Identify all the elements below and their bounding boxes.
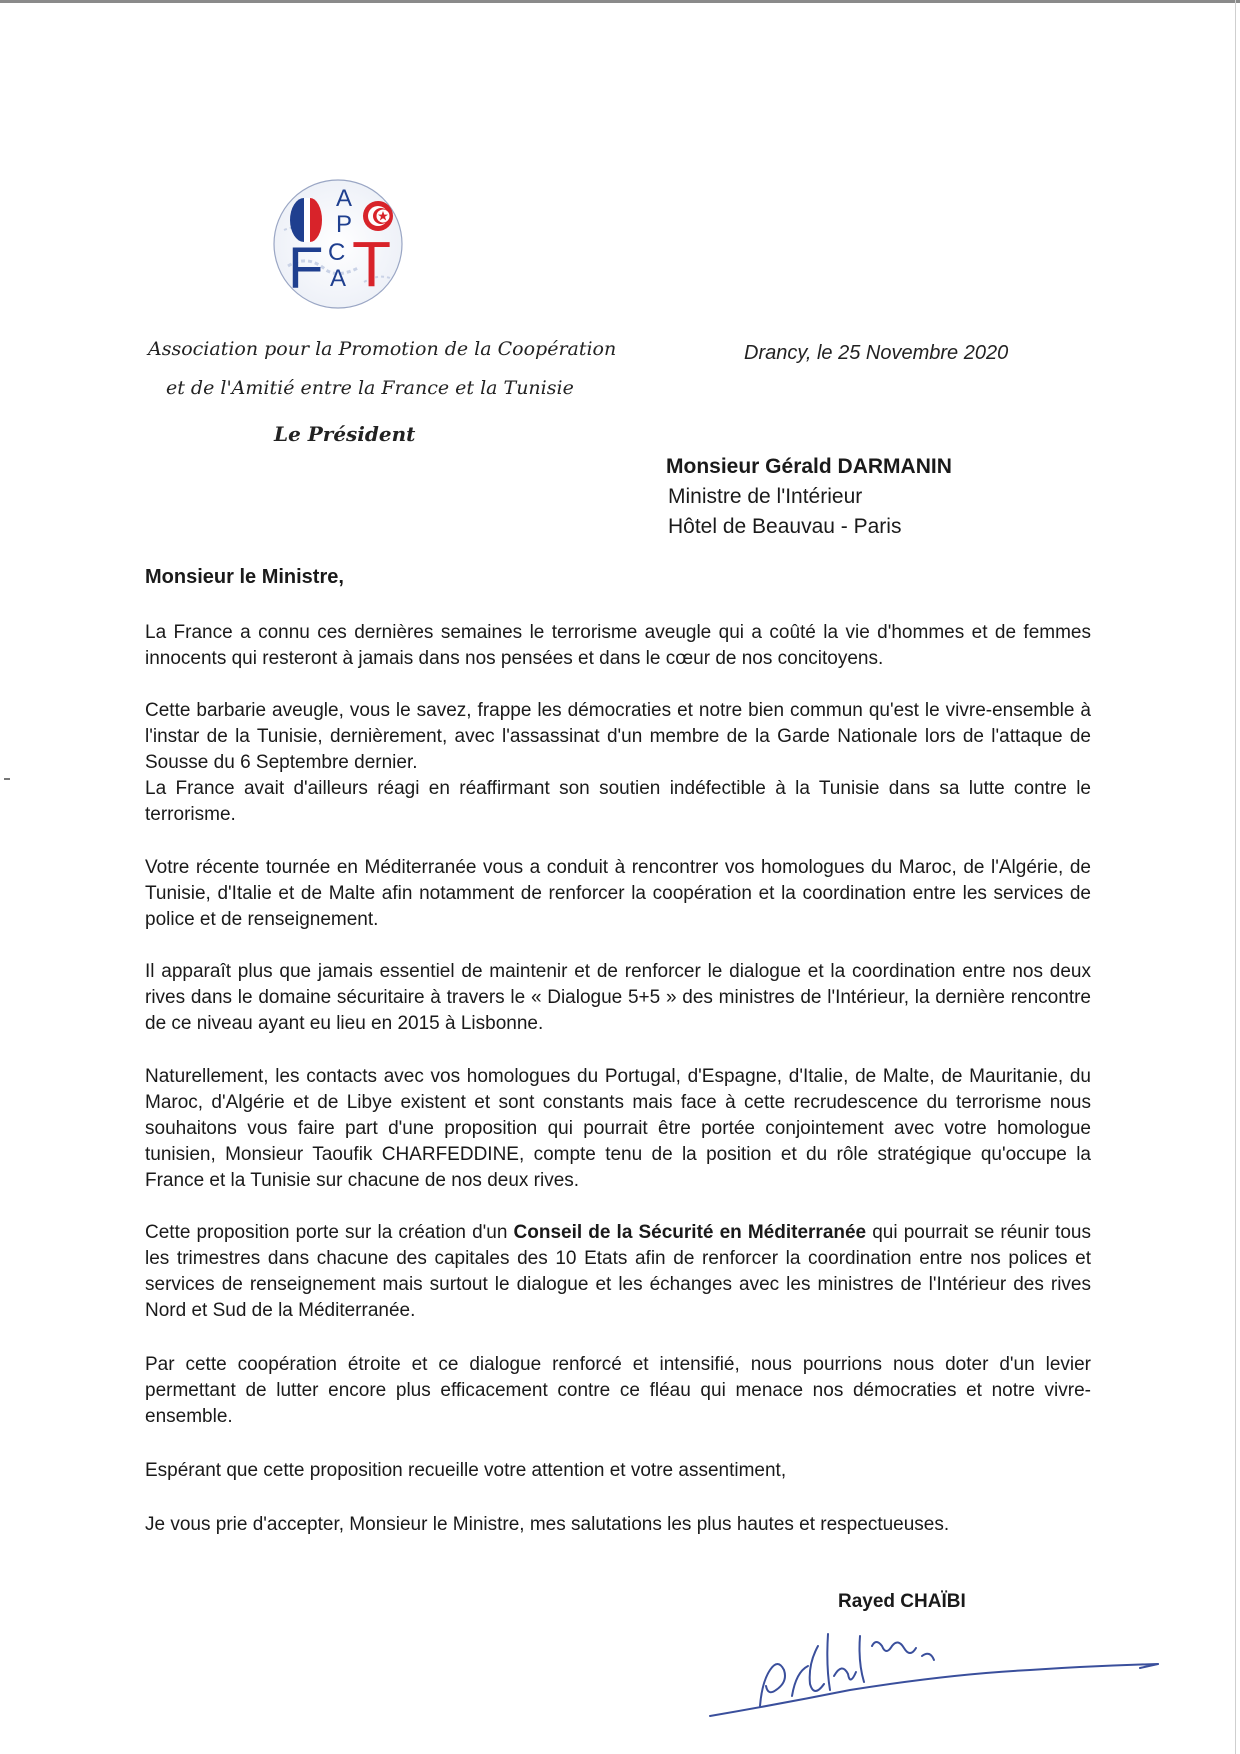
logo-letter-p: P — [336, 211, 353, 238]
paragraph: Naturellement, les contacts avec vos homologues du Portugal, d'Espagne, d'Italie, de Malte, de Mauritanie, du Maroc, d'Algérie et de Libye existent et sont constants mais face à cette recrudescence du terrorisme nous souhaitons vous faire part d'une proposition qui pourrait être portée conjointement avec votre homologue tunisien, Monsieur Taoufik CHARFEDDINE, compte tenu de la position et du rôle stratégique qu'occupe la France et la Tunisie sur chacune de nos deux rives. — [145, 1066, 1091, 1191]
proposal-text-after: qui pourrait se réunir tous les trimestres dans chacune des capitales des 10 Etats afin de renforcer la coordination entre nos polices et services de renseignement mais surtout le dialogue et les échanges avec les ministres de l'Intérieur des rives Nord et Sud de la Méditerranée. — [145, 1222, 1091, 1321]
paragraph: Espérant que cette proposition recueille votre attention et votre assentiment, — [145, 1460, 787, 1481]
paragraph: Cette barbarie aveugle, vous le savez, frappe les démocraties et notre bien commun qu'est le vivre-ensemble à l'instar de la Tunisie, dernièrement, avec l'assassinat d'un membre de la Garde Nationale lors de l'attaque de Sousse du 6 Septembre dernier. — [145, 700, 1091, 773]
letter-date: Drancy, le 25 Novembre 2020 — [744, 342, 1009, 364]
scan-top-edge — [0, 0, 1240, 3]
paragraph-proposal — [145, 1220, 1091, 1324]
association-name-line2: et de l'Amitié entre la France et la Tunisie — [166, 377, 574, 399]
logo-letter-a2: A — [330, 265, 347, 292]
logo-letter-a1: A — [336, 185, 353, 212]
recipient-address: Hôtel de Beauvau - Paris — [668, 515, 902, 538]
association-name-line1: Association pour la Promotion de la Coopération — [148, 338, 617, 360]
closing-formula: Je vous prie d'accepter, Monsieur le Ministre, mes salutations les plus hautes et respectueuses. — [145, 1514, 950, 1535]
logo-letter-c: C — [328, 239, 346, 266]
recipient-title: Ministre de l'Intérieur — [668, 485, 863, 508]
recipient-name: Monsieur Gérald DARMANIN — [666, 455, 952, 478]
logo-letter-t: T — [352, 228, 392, 300]
proposal-council-name: Conseil de la Sécurité en Méditerranée — [513, 1222, 867, 1243]
scan-mark — [4, 778, 10, 780]
logo-letter-f: F — [288, 236, 324, 301]
apfcta-logo — [268, 174, 408, 314]
scan-right-edge — [1235, 0, 1236, 1754]
signatory-name: Rayed CHAÏBI — [838, 1591, 966, 1612]
recipient-block — [666, 452, 952, 542]
salutation: Monsieur le Ministre, — [145, 566, 344, 588]
handwritten-signature — [700, 1586, 1170, 1736]
paragraph: Il apparaît plus que jamais essentiel de maintenir et de renforcer le dialogue et la coordination entre nos deux rives dans le domaine sécuritaire à travers le « Dialogue 5+5 » des ministres de l'Intérieur, la dernière rencontre de ce niveau ayant eu lieu en 2015 à Lisbonne. — [145, 961, 1091, 1034]
paragraph: La France a connu ces dernières semaines le terrorisme aveugle qui a coûté la vie d'hommes et de femmes innocents qui resteront à jamais dans nos pensées et dans le cœur de nos concitoyens. — [145, 622, 1091, 669]
paragraph: Votre récente tournée en Méditerranée vous a conduit à rencontrer vos homologues du Maroc, de l'Algérie, de Tunisie, d'Italie et de Malte afin notamment de renforcer la coopération et la coordination entre les services de police et de renseignement. — [145, 857, 1091, 930]
sender-role: Le Président — [274, 422, 416, 446]
proposal-text-before: Cette proposition porte sur la création d'un — [145, 1222, 514, 1243]
paragraph: La France avait d'ailleurs réagi en réaffirmant son soutien indéfectible à la Tunisie dans sa lutte contre le terrorisme. — [145, 778, 1091, 825]
paragraph: Par cette coopération étroite et ce dialogue renforcé et intensifié, nous pourrions nous doter d'un levier permettant de lutter encore plus efficacement contre ce fléau qui menace nos démocraties et notre vivre-ensemble. — [145, 1354, 1091, 1427]
